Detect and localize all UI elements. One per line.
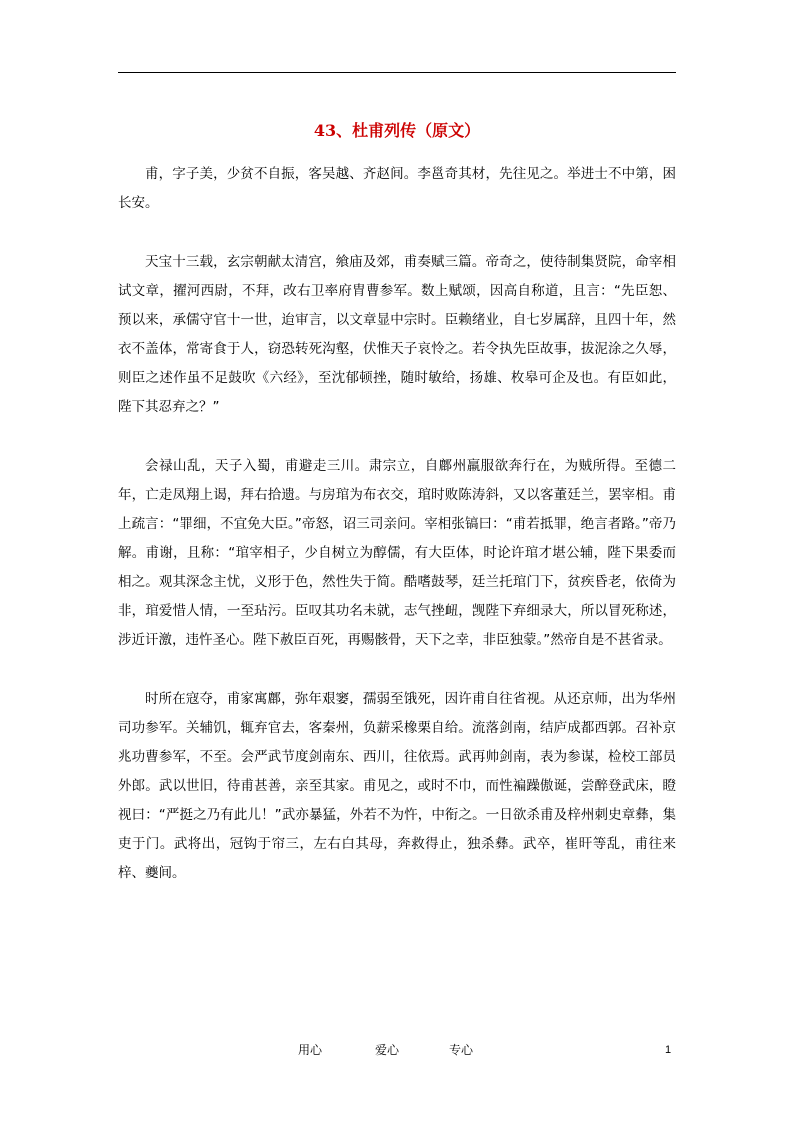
page-footer xyxy=(0,1041,794,1059)
paragraph-2: 天宝十三载，玄宗朝献太清宫，飨庙及郊，甫奏赋三篇。帝奇之，使待制集贤院，命宰相试文章，擢河西尉，不拜，改右卫率府胄曹参军。数上赋颂，因高自称道，且言：“先臣恕、预以来，承儒守官十一世，迨审言，以文章显中宗时。臣赖绪业，自七岁属辞，且四十年，然衣不盖体，常寄食于人，窃恐转死沟壑，伏惟天子哀怜之。若令执先臣故事，拔泥涂之久辱，则臣之述作虽不足鼓吹《六经》，至沈郁顿挫，随时敏给，扬雄、枚皋可企及也。有臣如此，陛下其忍弃之？” xyxy=(118,254,676,415)
header-rule xyxy=(118,72,676,73)
paragraph-1: 甫，字子美，少贫不自振，客吴越、齐赵间。李邕奇其材，先往见之。举进士不中第，困长安。 xyxy=(118,166,676,211)
footer-item-2: 爱心 xyxy=(375,1043,400,1057)
footer-item-1: 用心 xyxy=(298,1043,323,1057)
paragraph-4: 时所在寇夺，甫家寓鄜，弥年艰窭，孺弱至饿死，因许甫自往省视。从还京师，出为华州司功参军。关辅饥，辄弃官去，客秦州，负薪采橡栗自给。流落剑南，结庐成都西郭。召补京兆功曹参军，不至。会严武节度剑南东、西川，往依焉。武再帅剑南，表为参谋，检校工部员外郎。武以世旧，待甫甚善，亲至其家。甫见之，或时不巾，而性褊躁傲诞，尝醉登武床，瞪视曰：“严挺之乃有此儿！”武亦暴猛，外若不为忤，中衔之。一日欲杀甫及梓州刺史章彝，集吏于门。武将出，冠钩于帘三，左右白其母，奔救得止，独杀彝。武卒，崔旰等乱，甫往来梓、夔间。 xyxy=(118,691,676,881)
footer-item-3: 专心 xyxy=(449,1043,474,1057)
document-title: 43、杜甫列传（原文） xyxy=(313,121,481,140)
document-body xyxy=(118,160,676,918)
page-number: 1 xyxy=(665,1044,672,1056)
paragraph-3: 会禄山乱，天子入蜀，甫避走三川。肃宗立，自鄜州羸服欲奔行在，为贼所得。至德二年，亡走凤翔上谒，拜右拾遗。与房琯为布衣交，琯时败陈涛斜，又以客董廷兰，罢宰相。甫上疏言：“罪细，不宜免大臣。”帝怒，诏三司亲问。宰相张镐曰：“甫若抵罪，绝言者路。”帝乃解。甫谢，且称：“琯宰相子，少自树立为醇儒，有大臣体，时论许琯才堪公辅，陛下果委而相之。观其深念主忧，义形于色，然性失于简。酷嗜鼓琴，廷兰托琯门下，贫疾昏老，依倚为非，琯爱惜人情，一至玷污。臣叹其功名未就，志气挫衄，觊陛下弃细录大，所以冒死称述，涉近讦激，违忤圣心。陛下赦臣百死，再赐骸骨，天下之幸，非臣独蒙。”然帝自是不甚省录。 xyxy=(118,458,676,648)
